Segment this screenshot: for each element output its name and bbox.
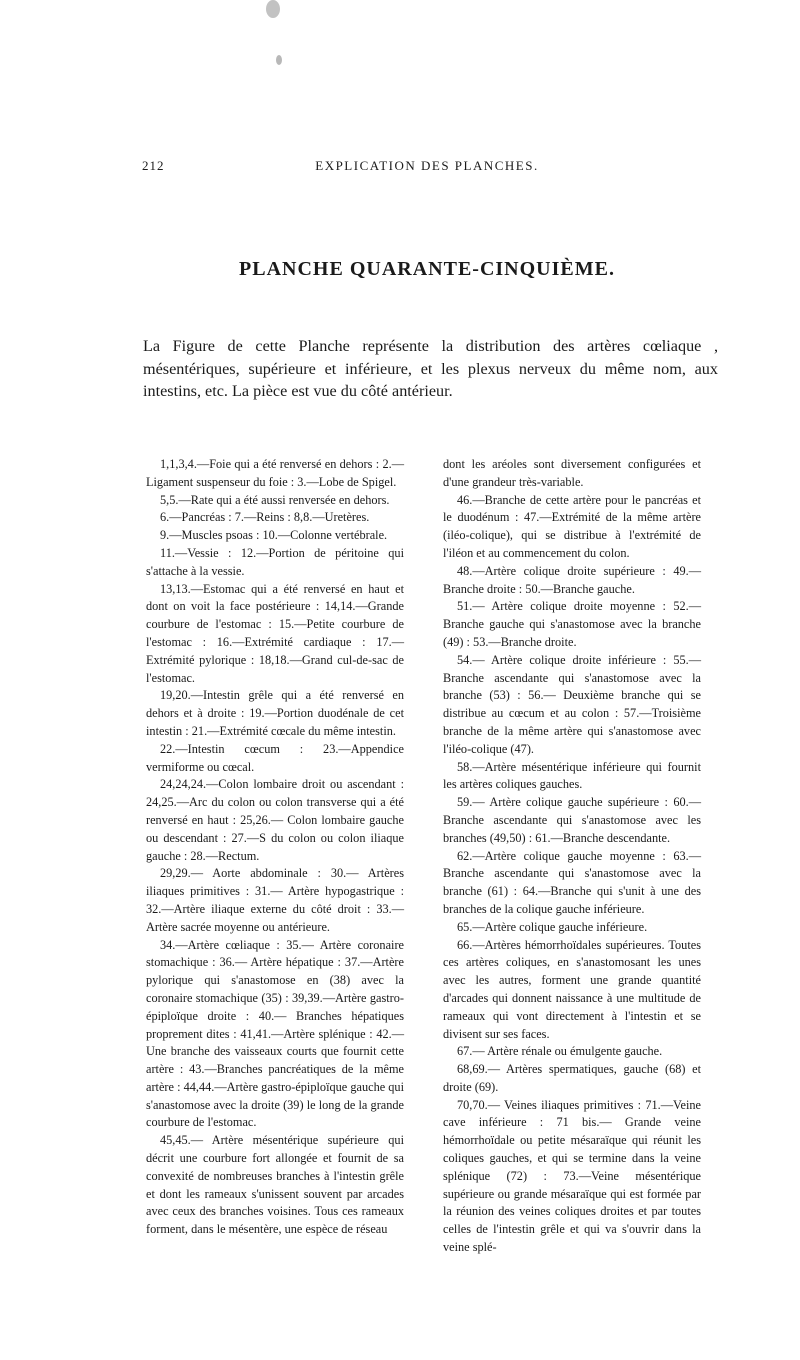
legend-entry: 1,1,3,4.—Foie qui a été renversé en dehors : 2.—Ligament suspenseur du foie : 3.—Lobe de Spigel. [146, 457, 404, 489]
ink-smudge [266, 0, 280, 18]
legend-entry: 9.—Muscles psoas : 10.—Colonne vertébrale. [160, 528, 388, 543]
legend-entry: 46.—Branche de cette artère pour le pancréas et le duodénum : 47.—Extrémité de la même artère (iléo-colique), qui se distribue à l'extrémité de l'iléon et au commencement du colon. [443, 492, 701, 560]
left-column [146, 456, 404, 1239]
legend-entry: 68,69.— Artères spermatiques, gauche (68) et droite (69). [443, 1062, 701, 1094]
page-number: 212 [142, 158, 165, 173]
page-header [142, 158, 712, 178]
legend-entry: 34.—Artère cœliaque : 35.— Artère coronaire stomachique : 36.— Artère hépatique : 37.—Artère pylorique qui s'anastomose en (38) avec la coronaire stomachique (35) : 39,39.—Artère gastro-épiploïque droite : 40.— Branches hépatiques proprement dites : 41,41.—Artère splénique : 42.—Une branche des vaisseaux courts que fournit cette artère : 43.—Branches pancréatiques de la même artère : 44,44.—Artère gastro-épiploïque gauche qui s'anastomose avec la droite (39) le long de la grande courbure de l'estomac. [146, 937, 404, 1130]
legend-entry: 48.—Artère colique droite supérieure : 49.—Branche droite : 50.—Branche gauche. [443, 563, 701, 596]
legend-entry: 11.—Vessie : 12.—Portion de péritoine qui s'attache à la vessie. [146, 545, 404, 578]
legend-entry: 29,29.— Aorte abdominale : 30.— Artères iliaques primitives : 31.— Artère hypogastrique : 32.—Artère iliaque externe du côté droit : 33.— Artère sacrée moyenne ou antérieure. [146, 866, 404, 934]
intro-paragraph: La Figure de cette Planche représente la distribution des artères cœliaque , mésentériques, supérieure et inférieure, et les plexus nerveux du même nom, aux intestins, etc. La pièce est vue du côté antérieur. [143, 337, 718, 400]
legend-entry: 45,45.— Artère mésentérique supérieure qui décrit une courbure fort allongée et fournit de sa convexité de nombreuses branches à l'intestin grêle et dont les rameaux s'unissent souvent par arcades avec ceux des branches voisines. Tous ces rameaux forment, dans le mésentère, une espèce de réseau [146, 1133, 404, 1237]
ink-smudge [276, 55, 282, 65]
legend-entry: 59.— Artère colique gauche supérieure : 60.—Branche ascendante qui s'anastomose avec les branches (49,50) : 61.—Branche descendante. [443, 795, 701, 845]
right-column [443, 456, 701, 1257]
legend-entry: 6.—Pancréas : 7.—Reins : 8,8.—Uretères. [160, 510, 370, 525]
legend-entry: 70,70.— Veines iliaques primitives : 71.—Veine cave inférieure : 71 bis.— Grande veine hémorrhoïdale ou petite mésaraïque qui réunit les coliques gauches, et qui se termine dans la veine splénique (72) : 73.—Veine mésentérique supérieure ou grande mésaraïque qui est formée par la réunion des veines coliques droites et par toutes celles de l'intestin grêle et qui va s'ouvrir dans la veine splé- [443, 1097, 701, 1255]
legend-entry: 22.—Intestin cœcum : 23.—Appendice vermiforme ou cœcal. [146, 741, 404, 774]
legend-entry: 67.— Artère rénale ou émulgente gauche. [457, 1044, 663, 1059]
legend-entry: 54.— Artère colique droite inférieure : 55.—Branche ascendante qui s'anastomose avec la branche (53) : 56.— Deuxième branche qui se distribue au cœcum et au colon : 57.—Troisième branche de la même artère qui s'anastomose avec l'iléo-colique (47). [443, 652, 701, 756]
legend-entry: 51.— Artère colique droite moyenne : 52.—Branche gauche qui s'anastomose avec la branche (49) : 53.—Branche droite. [443, 599, 701, 649]
legend-entry: 5,5.—Rate qui a été aussi renversée en dehors. [160, 492, 390, 507]
legend-entry: 65.—Artère colique gauche inférieure. [457, 919, 648, 934]
legend-entry: 66.—Artères hémorrhoïdales supérieures. Toutes ces artères coliques, en s'anastomosant les unes avec les autres, forment une grande quantité d'arcades qui donnent naissance à une multitude de rameaux qui vont directement à l'intestin et se divisent sur ses faces. [443, 937, 701, 1041]
legend-entry: 24,24,24.—Colon lombaire droit ou ascendant : 24,25.—Arc du colon ou colon transverse qui a été renversé en haut : 25,26.— Colon lombaire gauche ou descendant : 27.—S du colon ou colon iliaque gauche : 28.—Rectum. [146, 777, 404, 863]
legend-entry: 13,13.—Estomac qui a été renversé en haut et dont on voit la face postérieure : 14,14.—Grande courbure de l'estomac : 15.—Petite courbure de l'estomac : 16.—Extrémité cardiaque : 17.—Extrémité pylorique : 18,18.—Grand cul-de-sac de l'estomac. [146, 581, 404, 685]
legend-entry-continuation: dont les aréoles sont diversement configurées et d'une grandeur très-variable. [443, 457, 701, 489]
legend-entry: 62.—Artère colique gauche moyenne : 63.—Branche ascendante qui s'anastomose avec la branche (61) : 64.—Branche qui s'unit à une des branches de la colique gauche inférieure. [443, 848, 701, 916]
legend-entry: 58.—Artère mésentérique inférieure qui fournit les artères coliques gauches. [443, 759, 701, 792]
legend-entry: 19,20.—Intestin grêle qui a été renversé en dehors et à droite : 19.—Portion duodénale de cet intestin : 21.—Extrémité cœcale du même intestin. [146, 688, 404, 738]
running-head: EXPLICATION DES PLANCHES. [315, 158, 539, 173]
plate-title: PLANCHE QUARANTE-CINQUIÈME. [239, 258, 615, 280]
